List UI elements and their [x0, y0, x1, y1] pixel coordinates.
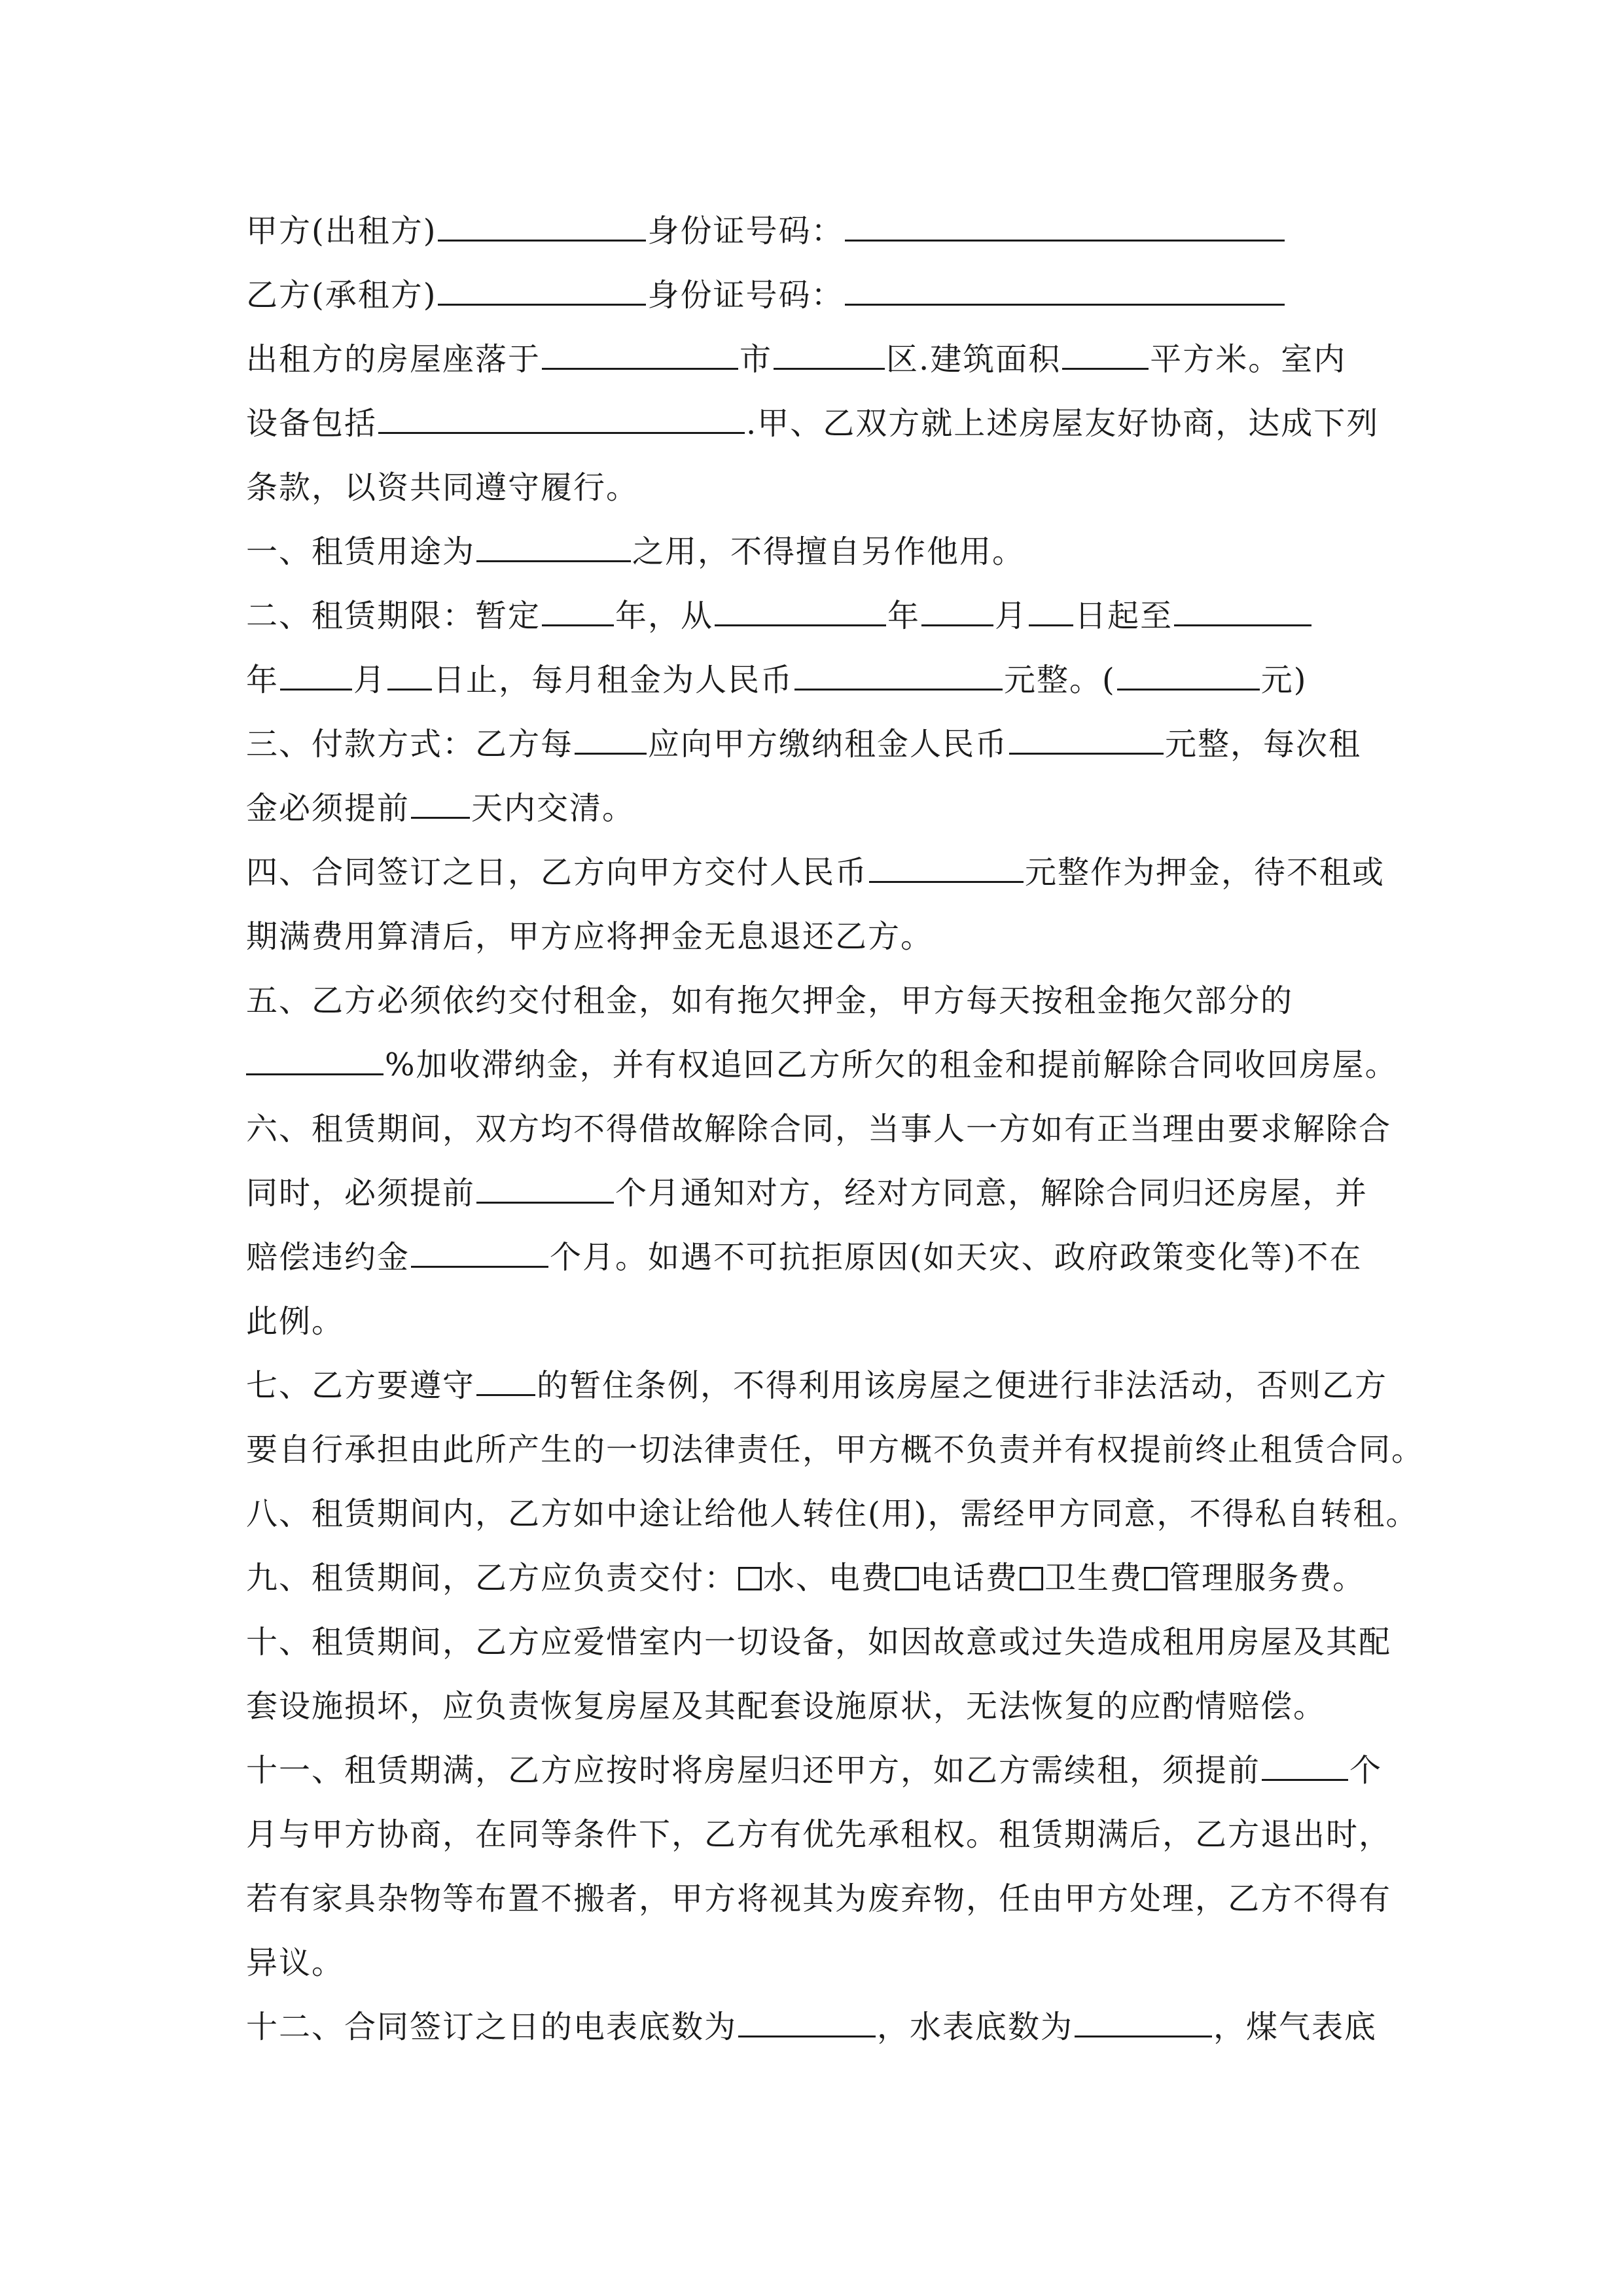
sanitation-fee-label: 卫生费 [1044, 1560, 1143, 1596]
end-year-field[interactable] [1174, 624, 1311, 626]
party-a-id-label: 身份证号码： [647, 213, 844, 249]
clause-3-text-3: 金必须提前 [246, 790, 410, 827]
water-electric-checkbox[interactable] [738, 1567, 762, 1590]
clause-7-text-2: 要自行承担由此所产生的一切法律责任，甲方概不负责并有权提前终止租赁合同。 [246, 1431, 1425, 1468]
clause-5-line-1 [246, 969, 1293, 1033]
management-fee-label: 管理服务费。 [1169, 1560, 1366, 1596]
clause-10-label: 十、租赁期间，乙方应爱惜室内一切设备，如因故意或过失造成租用房屋及其配 [246, 1624, 1392, 1660]
end-month-field[interactable] [280, 688, 352, 691]
location-line-1 [246, 327, 1346, 391]
year-label: 年 [887, 598, 921, 634]
clause-6-text-4: 个月。如遇不可抗拒原因(如天灾、政府政策变化等)不在 [550, 1239, 1363, 1276]
year-label: 年 [246, 662, 279, 698]
monthly-rent-numeric-field[interactable] [1117, 688, 1260, 691]
clause-6-text-3: 赔偿违约金 [246, 1239, 410, 1276]
clause-4-text: 元整作为押金，待不租或 [1025, 854, 1385, 891]
water-meter-field[interactable] [1075, 2035, 1212, 2037]
clause-7-line-1 [246, 1354, 1387, 1418]
clause-6-text-2: 个月通知对方，经对方同意，解除合同归还房屋，并 [615, 1175, 1368, 1211]
clause-2-line-1 [246, 584, 1313, 648]
location-line-3 [246, 456, 639, 520]
clause-5-text: %加收滞纳金，并有权追回乙方所欠的租金和提前解除合同收回房屋。 [385, 1047, 1398, 1083]
party-a-name-field[interactable] [438, 239, 646, 242]
clause-6-line-3 [246, 1225, 1362, 1289]
rent-numeric-unit: 元) [1260, 662, 1308, 698]
clause-6-text: 同时，必须提前 [246, 1175, 476, 1211]
clause-3-line-1 [246, 712, 1361, 776]
clause-1-text: 之用，不得擅自另作他用。 [632, 533, 1026, 570]
area-unit: 平方米。室内 [1150, 341, 1347, 378]
clause-8-label: 八、租赁期间内，乙方如中途让给他人转住(用)，需经甲方同意，不得私自转租。 [246, 1496, 1419, 1532]
clause-7-label: 七、乙方要遵守 [246, 1367, 476, 1404]
water-electric-label: 水、电费 [763, 1560, 895, 1596]
clause-10-line-2 [246, 1674, 1326, 1738]
start-month-field[interactable] [921, 624, 993, 626]
clause-2-label: 二、租赁期限：暂定 [246, 598, 541, 634]
clause-2-line-2 [246, 648, 1308, 712]
day-label: 日起至 [1075, 598, 1173, 634]
clause-10-text: 套设施损坏，应负责恢复房屋及其配套设施原状，无法恢复的应酌情赔偿。 [246, 1688, 1327, 1725]
equipment-field[interactable] [378, 431, 745, 434]
clause-5-label: 五、乙方必须依约交付租金，如有拖欠押金，甲方每天按租金拖欠部分的 [246, 982, 1294, 1019]
clause-12-label: 十二、合同签订之日的电表底数为 [246, 2009, 738, 2045]
start-year-field[interactable] [715, 624, 886, 626]
clause-4-label: 四、合同签订之日，乙方向甲方交付人民币 [246, 854, 868, 891]
monthly-rent-field[interactable] [794, 688, 1003, 691]
clause-11-line-1 [246, 1738, 1382, 1803]
advance-days-field[interactable] [411, 816, 470, 819]
party-b-line [246, 263, 1286, 327]
clause-11-label: 十一、租赁期满，乙方应按时将房屋归还甲方，如乙方需续租，须提前 [246, 1752, 1261, 1789]
penalty-months-field[interactable] [411, 1265, 548, 1268]
clause-3-text-4: 天内交清。 [471, 790, 635, 827]
term-years-field[interactable] [542, 624, 614, 626]
clause-4-line-2 [246, 905, 933, 969]
electric-meter-field[interactable] [738, 2035, 876, 2037]
clause-9 [246, 1546, 1365, 1610]
clause-11-text: 个 [1349, 1752, 1383, 1789]
party-a-id-field[interactable] [845, 239, 1285, 242]
start-day-field[interactable] [1029, 624, 1073, 626]
clause-3-line-2 [246, 776, 635, 840]
regulation-city-field[interactable] [476, 1393, 535, 1396]
clause-11-text-2: 月与甲方协商，在同等条件下，乙方有优先承租权。租赁期满后，乙方退出时， [246, 1816, 1392, 1853]
party-a-label: 甲方(出租方) [246, 213, 437, 249]
phone-fee-checkbox[interactable] [895, 1567, 919, 1590]
clause-9-label: 九、租赁期间，乙方应负责交付： [246, 1560, 738, 1596]
clause-4-line-1 [246, 840, 1385, 905]
phone-fee-label: 电话费 [920, 1560, 1019, 1596]
clause-8 [246, 1482, 1418, 1546]
clause-3-label: 三、付款方式：乙方每 [246, 726, 574, 762]
payment-period-field[interactable] [575, 752, 647, 755]
clause-3-text: 应向甲方缴纳租金人民币 [648, 726, 1008, 762]
clause-11-text-3: 若有家具杂物等布置不搬者，甲方将视其为废弃物，任由甲方处理，乙方不得有 [246, 1880, 1392, 1917]
sanitation-fee-checkbox[interactable] [1020, 1567, 1043, 1590]
late-fee-percent-field[interactable] [246, 1073, 383, 1075]
gas-meter-label: ，煤气表底 [1213, 2009, 1378, 2045]
end-day-field[interactable] [387, 688, 432, 691]
location-text: 出租方的房屋座落于 [246, 341, 541, 378]
clause-11-text-4: 异议。 [246, 1945, 345, 1981]
agreement-text-end: 条款，以资共同遵守履行。 [246, 469, 639, 506]
equipment-label: 设备包括 [246, 405, 378, 442]
party-b-id-label: 身份证号码： [647, 277, 844, 314]
city-label: 市 [740, 341, 773, 378]
clause-6-text-5: 此例。 [246, 1303, 345, 1340]
month-label: 月 [353, 662, 387, 698]
district-field[interactable] [774, 367, 885, 370]
month-label: 月 [995, 598, 1028, 634]
clause-6-line-1 [246, 1097, 1391, 1161]
water-meter-label: ，水表底数为 [877, 2009, 1074, 2045]
clause-10-line-1 [246, 1610, 1391, 1674]
renewal-months-field[interactable] [1262, 1778, 1348, 1781]
clause-3-text-2: 元整，每次租 [1165, 726, 1362, 762]
clause-4-text-2: 期满费用算清后，甲方应将押金无息退还乙方。 [246, 918, 934, 955]
clause-7-text: 的暂住条例，不得利用该房屋之便进行非法活动，否则乙方 [537, 1367, 1388, 1404]
clause-5-line-2 [246, 1033, 1398, 1097]
party-a-line [246, 199, 1286, 263]
deposit-field[interactable] [869, 880, 1024, 883]
clause-1 [246, 520, 1025, 584]
party-b-name-field[interactable] [438, 303, 646, 306]
clause-1-label: 一、租赁用途为 [246, 533, 476, 570]
clause-12 [246, 1995, 1377, 2059]
clause-11-line-3 [246, 1867, 1391, 1931]
management-fee-checkbox[interactable] [1144, 1567, 1168, 1590]
party-b-id-field[interactable] [845, 303, 1285, 306]
payment-amount-field[interactable] [1009, 752, 1164, 755]
clause-6-line-2 [246, 1161, 1368, 1225]
rent-label: 日止，每月租金为人民币 [433, 662, 794, 698]
clause-6-label: 六、租赁期间，双方均不得借故解除合同，当事人一方如有正当理由要求解除合 [246, 1111, 1392, 1147]
area-label: 区.建筑面积 [886, 341, 1061, 378]
area-field[interactable] [1062, 367, 1149, 370]
clause-6-line-4 [246, 1289, 344, 1354]
city-field[interactable] [542, 367, 738, 370]
agreement-text: .甲、乙双方就上述房屋友好协商，达成下列 [746, 405, 1380, 442]
rent-unit: 元整。( [1004, 662, 1116, 698]
clause-11-line-2 [246, 1803, 1391, 1867]
usage-field[interactable] [476, 560, 631, 562]
notice-months-field[interactable] [476, 1201, 614, 1204]
clause-2-text: 年，从 [615, 598, 714, 634]
location-line-2 [246, 391, 1379, 456]
clause-11-line-4 [246, 1931, 344, 1995]
party-b-label: 乙方(承租方) [246, 277, 437, 314]
clause-7-line-2 [246, 1418, 1424, 1482]
